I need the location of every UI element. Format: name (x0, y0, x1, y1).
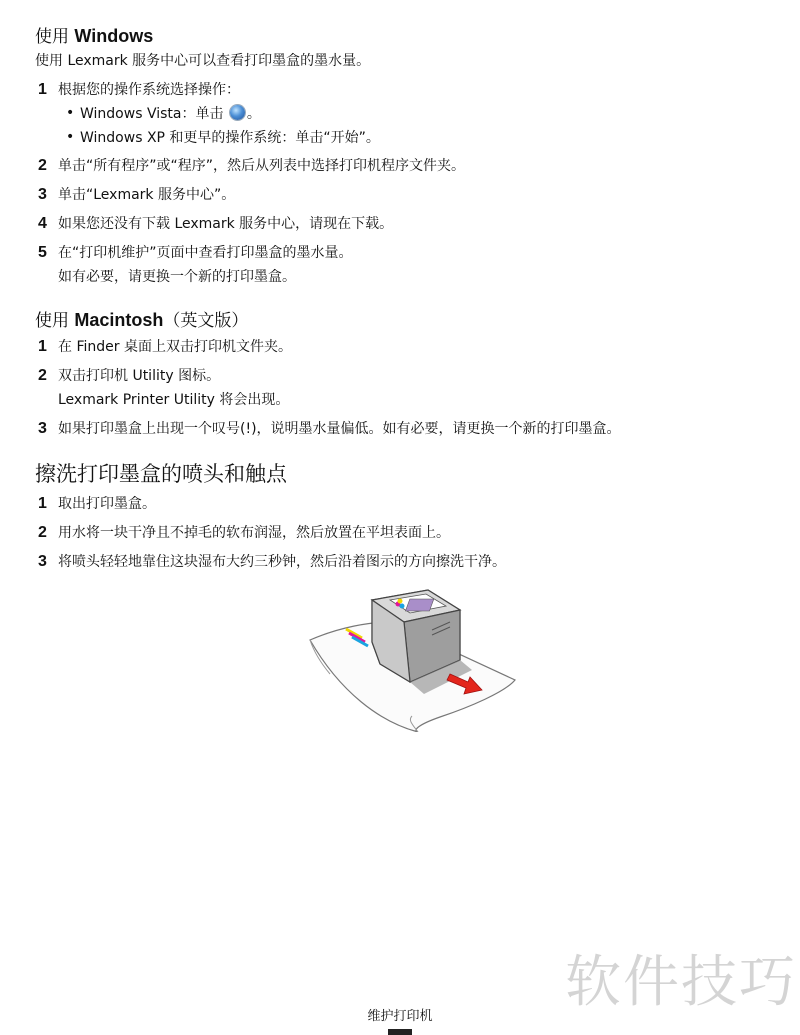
page-number-cropped (388, 1029, 412, 1035)
mac-step-2-number: 2 (38, 367, 47, 384)
mac-step-1-number: 1 (38, 338, 47, 355)
mac-heading-prefix: 使用 (35, 311, 75, 331)
windows-step-1-number: 1 (38, 81, 47, 98)
mac-step-2-note: Lexmark Printer Utility 将会出现。 (58, 392, 290, 408)
windows-step-3: 单击“Lexmark 服务中心”。 (58, 187, 236, 203)
clean-step-3-number: 3 (38, 553, 47, 570)
windows-bullet-vista (80, 105, 261, 123)
windows-bullet-vista-suffix: 。 (246, 106, 261, 122)
windows-step-3-number: 3 (38, 186, 47, 203)
windows-intro: 使用 Lexmark 服务中心可以查看打印墨盒的墨水量。 (35, 53, 371, 69)
clean-step-1-number: 1 (38, 495, 47, 512)
clean-step-3: 将喷头轻轻地靠住这块湿布大约三秒钟，然后沿着图示的方向擦洗干净。 (58, 554, 506, 570)
mac-heading-suffix: （英文版） (163, 311, 249, 331)
windows-step-4: 如果您还没有下载 Lexmark 服务中心，请现在下载。 (58, 216, 394, 232)
clean-step-2: 用水将一块干净且不掉毛的软布润湿，然后放置在平坦表面上。 (58, 525, 450, 541)
windows-heading-bold: Windows (74, 26, 154, 46)
bullet-dot: • (66, 129, 75, 145)
watermark: 软件技巧 (565, 950, 797, 1015)
windows-bullet-xp: Windows XP 和更早的操作系统：单击“开始”。 (80, 130, 380, 146)
page-footer: 维护打印机 (367, 1009, 433, 1024)
windows-bullet-vista-text: Windows Vista：单击 (80, 106, 224, 122)
clean-step-2-number: 2 (38, 524, 47, 541)
windows-vista-start-orb-icon (230, 105, 245, 120)
windows-step-2-number: 2 (38, 157, 47, 174)
windows-section-heading (35, 22, 153, 47)
windows-step-5-number: 5 (38, 244, 47, 261)
windows-step-5: 在“打印机维护”页面中查看打印墨盒的墨水量。 (58, 245, 353, 261)
windows-heading-prefix: 使用 (35, 27, 75, 47)
windows-step-2: 单击“所有程序”或“程序”，然后从列表中选择打印机程序文件夹。 (58, 158, 466, 174)
mac-step-1: 在 Finder 桌面上双击打印机文件夹。 (58, 339, 292, 355)
clean-step-1: 取出打印墨盒。 (58, 496, 156, 512)
mac-step-2: 双击打印机 Utility 图标。 (58, 368, 221, 384)
bullet-dot: • (66, 105, 75, 121)
mac-step-3-number: 3 (38, 420, 47, 437)
mac-step-3: 如果打印墨盒上出现一个叹号(!)，说明墨水量偏低。如有必要，请更换一个新的打印墨盒。 (58, 421, 621, 437)
clean-section-heading: 擦洗打印墨盒的喷头和触点 (35, 462, 287, 486)
windows-step-1: 根据您的操作系统选择操作： (58, 82, 240, 98)
mac-heading-bold: Macintosh (74, 310, 164, 330)
cartridge-wiping-illustration (300, 582, 522, 732)
windows-step-5-note: 如有必要，请更换一个新的打印墨盒。 (58, 269, 296, 285)
windows-step-4-number: 4 (38, 215, 47, 232)
mac-section-heading (35, 306, 248, 331)
